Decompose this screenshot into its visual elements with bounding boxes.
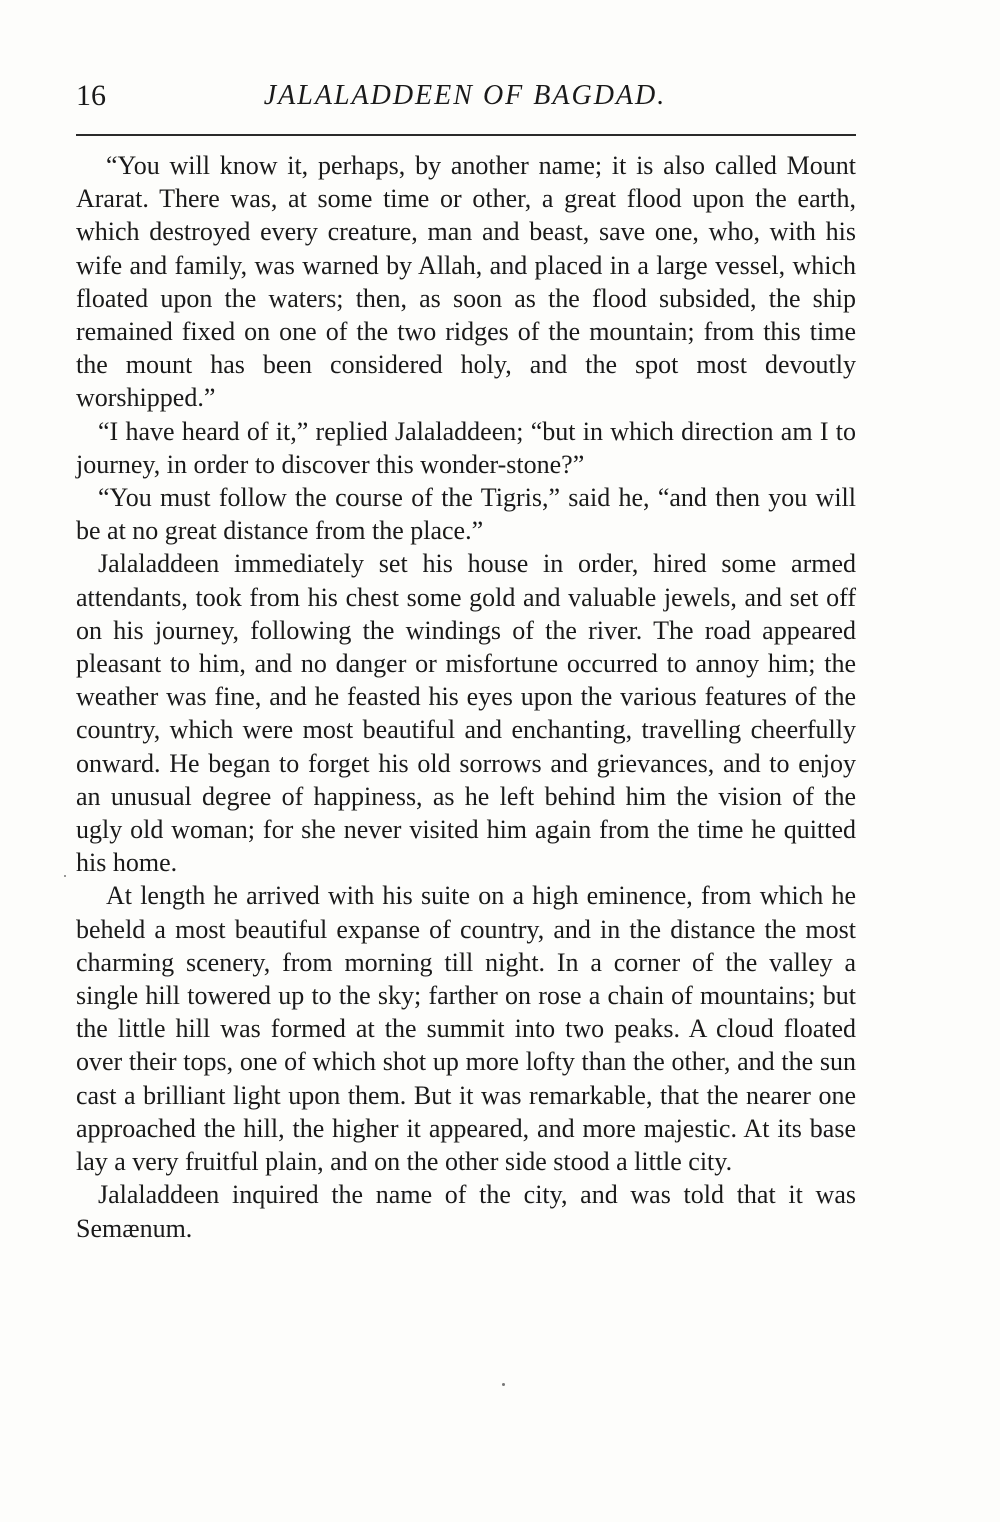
header-rule: [76, 134, 856, 136]
paragraph: Jalaladdeen inquired the name of the city, and was told that it was Semænum.: [76, 1180, 856, 1243]
print-speck: [64, 875, 66, 877]
paragraph: “You will know it, perhaps, by another name; it is also called Mount Ararat. There was, at some time or other, a great flood upon the earth, which destroyed every creature, man and beast, save one, who, with his wife and family, was warned by Allah, and placed in a large vessel, which floated upon the waters; then, as soon as the flood subsided, the ship remained fixed on one of the two ridges of the mountain; from this time the mount has been considered holy, and the spot most devoutly worshipped.”: [76, 151, 856, 413]
body-text: [76, 149, 856, 1245]
paragraph: “You must follow the course of the Tigris,” said he, “and then you will be at no great distance from the place.”: [76, 483, 856, 546]
page-number: 16: [76, 79, 106, 112]
paragraph: “I have heard of it,” replied Jalaladdeen; “but in which direction am I to journey, in order to discover this wonder-stone?”: [76, 416, 856, 479]
print-speck: [502, 1383, 505, 1386]
running-head: JALALADDEEN OF BAGDAD.: [263, 80, 667, 111]
paragraph: Jalaladdeen immediately set his house in order, hired some armed attendants, took from his chest some gold and valuable jewels, and set off on his journey, following the windings of the river. The road appeared pleasant to him, and no danger or misfortune occurred to annoy him; the weather was fine, and he feasted his eyes upon the various features of the country, which were most beautiful and enchanting, travelling cheerfully onward. He began to forget his old sorrows and grievances, and to enjoy an unusual degree of happiness, as he left behind him the vision of the ugly old woman; for she never visited him again from the time he quitted his home.: [76, 549, 856, 878]
page-header: [76, 78, 854, 118]
paragraph: At length he arrived with his suite on a high eminence, from which he beheld a most beautiful expanse of country, and in the distance the most charming scenery, from morning till night. In a corner of the valley a single hill towered up to the sky; farther on rose a chain of mountains; but the little hill was formed at the summit into two peaks. A cloud floated over their tops, one of which shot up more lofty than the other, and the sun cast a brilliant light upon them. But it was remarkable, that the nearer one approached the hill, the higher it appeared, and more majestic. At its base lay a very fruitful plain, and on the other side stood a little city.: [76, 881, 856, 1177]
